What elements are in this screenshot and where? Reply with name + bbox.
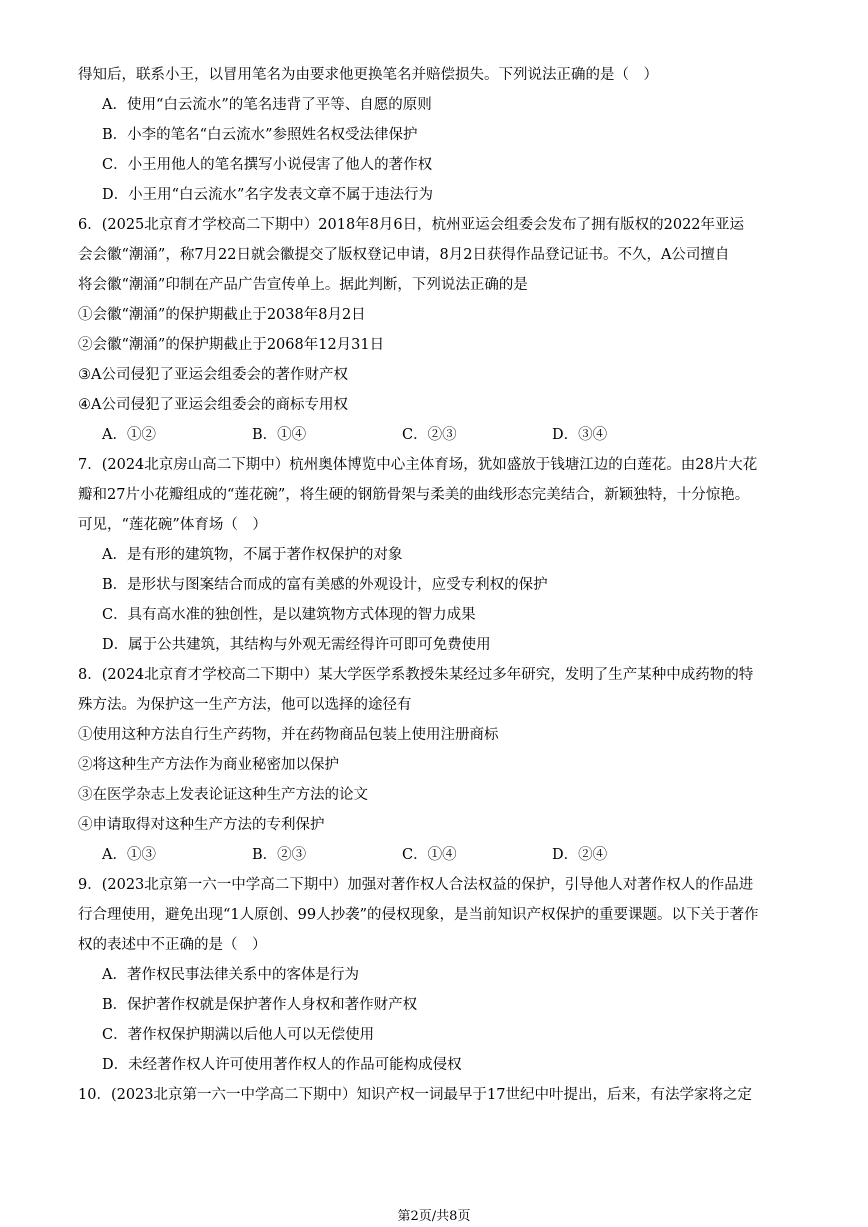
q6-item-1: ①会徽“潮涌”的保护期截止于2038年8月2日: [78, 307, 366, 323]
q9-option-d: D．未经著作权人许可使用著作权人的作品可能构成侵权: [102, 1057, 462, 1073]
q8-options: [102, 846, 702, 864]
q10-stem-line-1: 10．(2023北京第一六一中学高二下期中）知识产权一词最早于17世纪中叶提出，后来，有法学家将之定: [78, 1087, 752, 1103]
q6-option-b: B．①④: [252, 427, 307, 443]
q9-stem-line-2: 行合理使用，避免出现“1人原创、99人抄袭”的侵权现象，是当前知识产权保护的重要课题。以下关于著作: [78, 907, 759, 923]
q7-stem-line-3: 可见，“莲花碗”体育场（ ）: [78, 517, 267, 533]
q8-option-c: C．①④: [402, 847, 457, 863]
q6-option-d: D．③④: [552, 427, 608, 443]
q6-option-a: A．①②: [102, 427, 156, 443]
q8-option-d: D．②④: [552, 847, 608, 863]
q6-stem-line-2: 会会徽“潮涌”，称7月22日就会徽提交了版权登记申请，8月2日获得作品登记证书。不久，A公司擅自: [78, 247, 730, 263]
q8-item-1: ①使用这种方法自行生产药物，并在药物商品包装上使用注册商标: [78, 727, 499, 743]
q6-item-4: ④A公司侵犯了亚运会组委会的商标专用权: [78, 397, 348, 413]
q6-options: [102, 426, 702, 444]
q8-item-2: ②将这种生产方法作为商业秘密加以保护: [78, 757, 339, 773]
q9-stem-line-1: 9．(2023北京第一六一中学高二下期中）加强对著作权人合法权益的保护，引导他人对著作权人的作品进: [78, 877, 754, 893]
q7-stem-line-2: 瓣和27片小花瓣组成的“莲花碗”，将生硬的钢筋骨架与柔美的曲线形态完美结合，新颖独特，十分惊艳。: [78, 487, 750, 503]
q8-option-a: A．①③: [102, 847, 156, 863]
q6-stem-line-1: 6．(2025北京育才学校高二下期中）2018年8月6日，杭州亚运会组委会发布了拥有版权的2022年亚运: [78, 217, 745, 233]
q7-option-d: D．属于公共建筑，其结构与外观无需经得许可即可免费使用: [102, 637, 491, 653]
q5-option-d: D．小王用“白云流水”名字发表文章不属于违法行为: [102, 187, 433, 203]
q9-option-b: B．保护著作权就是保护著作人身权和著作财产权: [102, 997, 418, 1013]
q7-stem-line-1: 7．(2024北京房山高二下期中）杭州奥体博览中心主体育场，犹如盛放于钱塘江边的白莲花。由28片大花: [78, 457, 758, 473]
q6-item-2: ②会徽“潮涌”的保护期截止于2068年12月31日: [78, 337, 385, 353]
q8-item-3: ③在医学杂志上发表论证这种生产方法的论文: [78, 787, 368, 803]
q6-item-3: ③A公司侵犯了亚运会组委会的著作财产权: [78, 367, 348, 383]
q9-stem-line-3: 权的表述中不正确的是（ ）: [78, 937, 267, 953]
q9-option-c: C．著作权保护期满以后他人可以无偿使用: [102, 1027, 375, 1043]
q8-stem-line-1: 8．(2024北京育才学校高二下期中）某大学医学系教授朱某经过多年研究，发明了生产某种中成药物的特: [78, 667, 754, 683]
q5-option-b: B．小李的笔名“白云流水”参照姓名权受法律保护: [102, 127, 418, 143]
q7-option-c: C．具有高水准的独创性，是以建筑物方式体现的智力成果: [102, 607, 476, 623]
q7-option-a: A．是有形的建筑物，不属于著作权保护的对象: [102, 547, 403, 563]
q8-item-4: ④申请取得对这种生产方法的专利保护: [78, 817, 325, 833]
q7-option-b: B．是形状与图案结合而成的富有美感的外观设计，应受专利权的保护: [102, 577, 548, 593]
q6-option-c: C．②③: [402, 427, 457, 443]
q8-option-b: B．②③: [252, 847, 307, 863]
q9-option-a: A．著作权民事法律关系中的客体是行为: [102, 967, 359, 983]
q5-option-c: C．小王用他人的笔名撰写小说侵害了他人的著作权: [102, 157, 433, 173]
q8-stem-line-2: 殊方法。为保护这一生产方法，他可以选择的途径有: [78, 697, 412, 713]
q6-stem-line-3: 将会徽“潮涌”印制在产品广告宣传单上。据此判断，下列说法正确的是: [78, 277, 528, 293]
page-footer: 第2页/共8页: [397, 1209, 471, 1224]
q5-stem: 得知后，联系小王，以冒用笔名为由要求他更换笔名并赔偿损失。下列说法正确的是（ ）: [78, 67, 658, 83]
q5-option-a: A．使用“白云流水”的笔名违背了平等、自愿的原则: [102, 97, 432, 113]
